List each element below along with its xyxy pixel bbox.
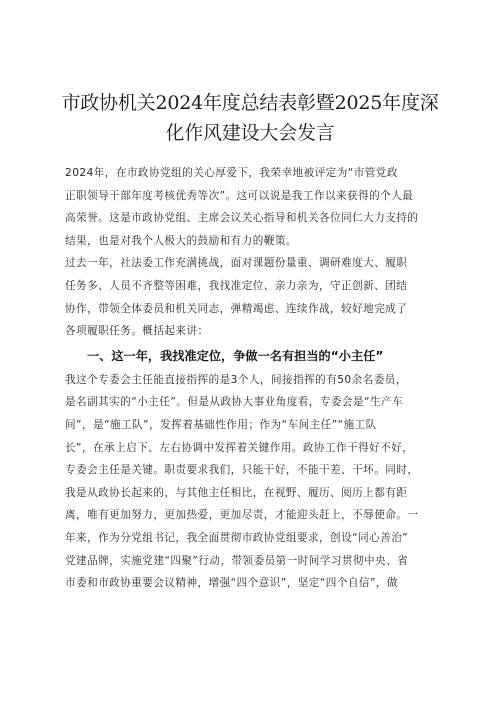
text-line: 协作，带领全体委员和机关同志，弹精竭虑、连续作战，较好地完成了 (65, 302, 408, 315)
title-line-1: 市政协机关2024年度总结表彰暨2025年度深 (61, 92, 439, 114)
text-line: 市委和市政协重要会议精神，增强“四个意识”，坚定“四个自信”，做 (65, 577, 398, 590)
text-line: 离，唯有更加努力，更加热爱，更加尽责，才能迎头赶上，不辱使命。一 (65, 509, 419, 522)
text-line: 长”，在承上启下、左右协调中发挥着关键作用。政协工作干得好不好， (65, 441, 414, 454)
section-heading-1: 一、这一年，我找准定位，争做一名有担当的“小主任” (87, 348, 384, 363)
text-line: 正职领导干部年度考核优秀等次”。这可以说是我工作以来获得的个人最 (65, 189, 414, 202)
text-line: 是名副其实的“小主任”。但是从政协大事业角度看，专委会是“生产车 (65, 396, 404, 409)
paragraph-1 (65, 162, 437, 252)
title-line-2: 化作风建设大会发言 (165, 122, 335, 144)
text-line: 各项履职任务。概括起来讲： (65, 325, 209, 338)
document-body (65, 162, 437, 595)
text-line: 间”，是“施工队”，发挥着基础性作用；作为“车间主任”“施工队 (65, 418, 377, 431)
text-line: 年来，作为分党组书记，我全面贯彻市政协党组要求，创设“同心善治” (65, 531, 409, 544)
text-line: 专委会主任是关键。职责要求我们，只能干好，不能干差、干坏。同时， (65, 464, 419, 477)
text-line: 我这个专委会主任能直接指挥的是3个人，间接指挥的有50余名委员， (65, 373, 407, 386)
document-title (60, 88, 440, 148)
text-line: 2024年，在市政协党组的关心厚爱下，我荣幸地被评定为“市管党政 (65, 167, 398, 179)
text-line: 党建品牌，实施党建“四聚”行动，带领委员第一时间学习贯彻中央、省 (65, 554, 409, 567)
paragraph-2 (65, 252, 437, 342)
paragraph-3 (65, 369, 437, 595)
text-line: 过去一年，社法委工作充满挑战，面对课题份量重、调研难度大、履职 (65, 257, 408, 270)
text-line: 结果，也是对我个人极大的鼓励和有力的鞭策。 (65, 234, 297, 247)
text-line: 任务多、人员不齐整等困难，我找准定位、亲力亲为，守正创新、团结 (65, 279, 408, 292)
text-line: 我是从政协长起来的，与其他主任相比，在视野、履历、阅历上都有距 (65, 486, 408, 499)
text-line: 高荣誉。这是市政协党组、主席会议关心指导和机关各位同仁大力支持的 (65, 212, 419, 225)
